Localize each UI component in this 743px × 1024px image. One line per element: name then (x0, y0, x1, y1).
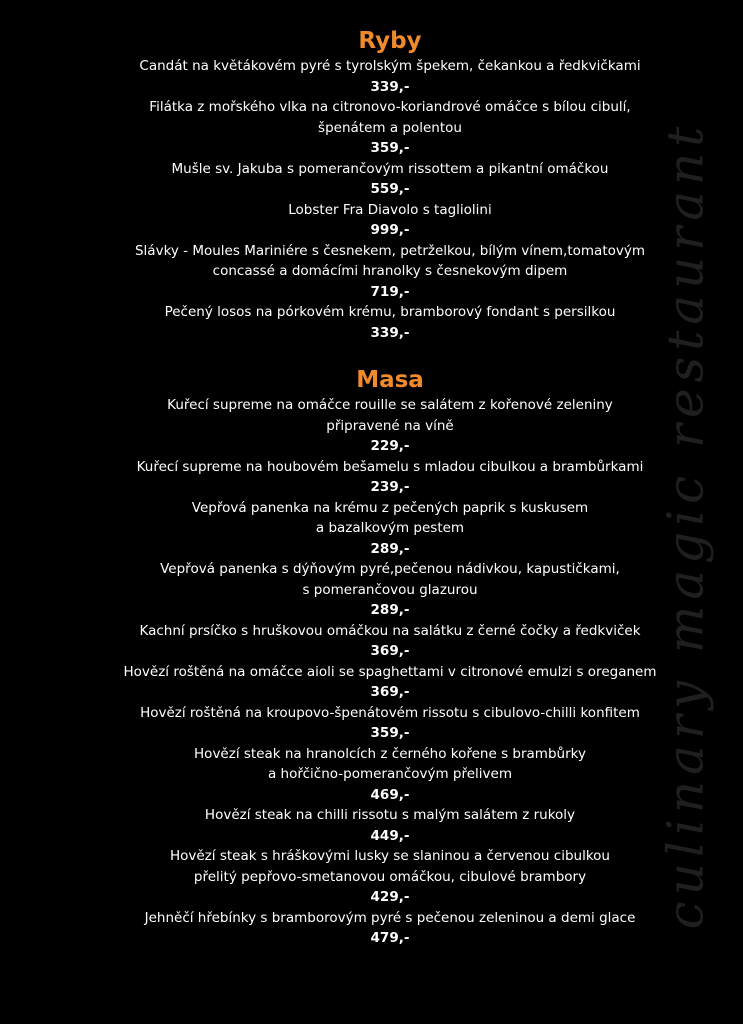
item-name: přelitý pepřovo-smetanovou omáčkou, cibulové brambory (193, 868, 587, 885)
item-price: 999,- (370, 222, 410, 238)
item-name: Lobster Fra Diavolo s tagliolini (288, 201, 492, 218)
menu-item (80, 395, 700, 457)
item-name: Hovězí steak s hráškovými lusky se slaninou a červenou cibulkou (170, 848, 610, 864)
item-name: Vepřová panenka na krému z pečených paprik s kuskusem (191, 499, 589, 516)
item-price: 559,- (370, 181, 410, 197)
menu-item (80, 744, 700, 806)
item-name: Jehněčí hřebínky s bramborovým pyré s pečenou zeleninou a demi glace (144, 909, 636, 926)
menu-item (80, 703, 700, 744)
item-price: 239,- (370, 479, 410, 495)
item-name: Hovězí roštěná na omáčce aioli se spaghettami v citronové emulzi s oreganem (123, 663, 657, 680)
item-price: 359,- (370, 140, 410, 156)
item-name: Mušle sv. Jakuba s pomerančovým rissottem a pikantní omáčkou (171, 160, 609, 177)
menu-item (80, 846, 700, 908)
menu-item (80, 302, 700, 343)
item-name: Candát na květákovém pyré s tyrolským špekem, čekankou a ředkvičkami (139, 58, 641, 74)
section-title: Masa (356, 367, 424, 393)
item-price: 369,- (370, 643, 410, 659)
menu-item (80, 498, 700, 560)
item-price: 339,- (370, 78, 410, 95)
item-price: 369,- (370, 684, 410, 700)
item-name: Kachní prsíčko s hruškovou omáčkou na salátku z černé čočky a ředkviček (139, 622, 641, 639)
item-name: Hovězí roštěná na kroupovo-špenátovém rissotu s cibulovo-chilli konfitem (140, 704, 640, 721)
item-price: 229,- (370, 438, 410, 454)
item-price: 479,- (370, 930, 410, 946)
watermark-label: culinary magic restaurant (656, 120, 714, 930)
item-price: 289,- (370, 540, 410, 557)
item-price: 449,- (370, 827, 410, 844)
menu-item (80, 805, 700, 846)
menu-item (80, 241, 700, 303)
menu-item (80, 200, 700, 241)
item-price: 469,- (370, 786, 410, 803)
item-name: připravené na víně (326, 417, 454, 434)
item-name: concassé a domácími hranolky s česnekovým dipem (212, 263, 568, 279)
item-name: s pomerančovou glazurou (302, 581, 478, 598)
menu-item (80, 56, 700, 97)
item-name: Slávky - Moules Mariniére s česnekem, petrželkou, bílým vínem,tomatovým (134, 242, 645, 259)
item-price: 289,- (370, 602, 410, 618)
menu-item (80, 908, 700, 949)
item-name: špenátem a polentou (318, 119, 462, 136)
menu-item (80, 457, 700, 498)
menu-item (80, 159, 700, 200)
item-name: Hovězí steak na hranolcích z černého kořene s brambůrky (194, 745, 586, 762)
item-price: 719,- (370, 283, 410, 300)
item-name: Filátka z mořského vlka na citronovo-koriandrové omáčce s bílou cibulí, (149, 99, 631, 115)
menu (80, 26, 700, 949)
menu-item (80, 621, 700, 662)
section-title: Ryby (358, 28, 422, 54)
item-name: Vepřová panenka s dýňovým pyré,pečenou nádivkou, kapustičkami, (160, 561, 620, 577)
item-name: Pečený losos na pórkovém krému, bramborový fondant s persilkou (164, 304, 616, 320)
section-masa (80, 365, 700, 949)
item-name: Kuřecí supreme na houbovém bešamelu s mladou cibulkou a brambůrkami (136, 458, 644, 475)
item-name: a bazalkovým pestem (315, 520, 465, 536)
menu-item (80, 97, 700, 159)
item-name: Hovězí steak na chilli rissotu s malým salátem z rukoly (204, 807, 576, 823)
item-price: 429,- (370, 889, 410, 905)
menu-item (80, 559, 700, 621)
item-price: 359,- (370, 725, 410, 741)
item-name: Kuřecí supreme na omáčce rouille se salátem z kořenové zeleniny (167, 397, 613, 413)
section-ryby (80, 26, 700, 343)
menu-item (80, 662, 700, 703)
item-price: 339,- (370, 324, 410, 341)
item-name: a hořčično-pomerančovým přelivem (267, 766, 512, 782)
